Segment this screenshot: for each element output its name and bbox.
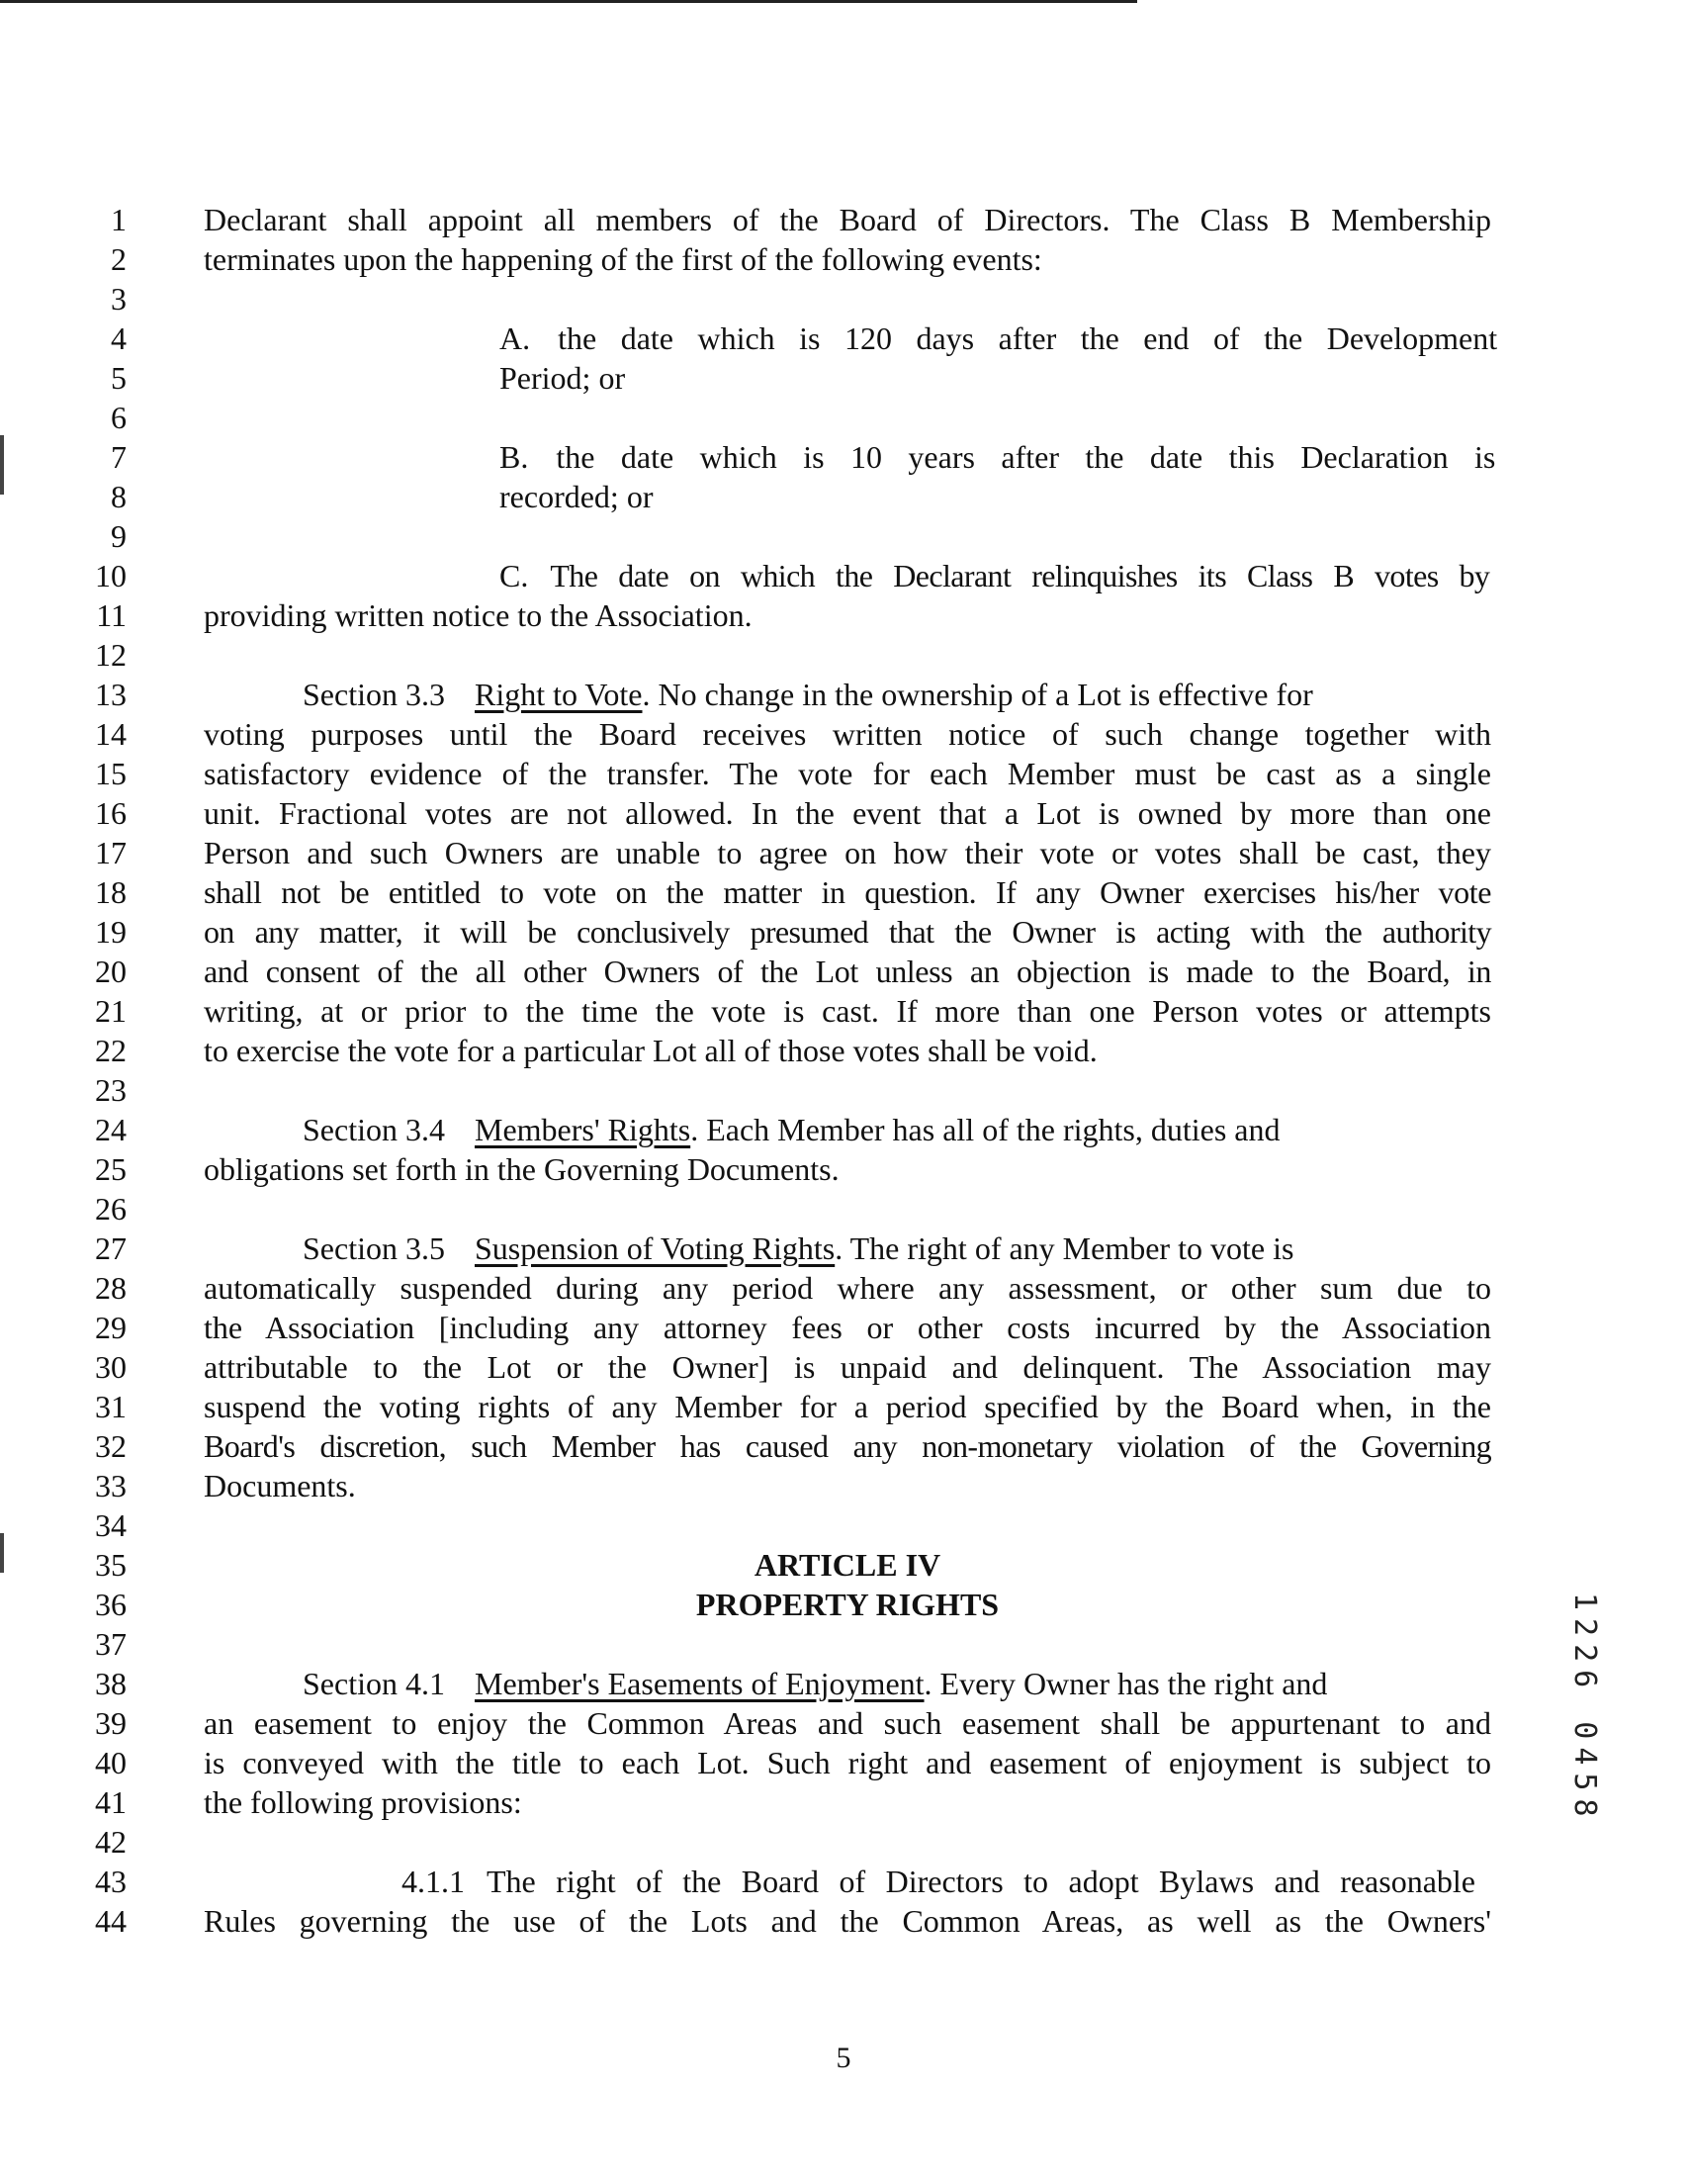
line-text: Period; or — [499, 360, 626, 396]
line-text: to exercise the vote for a particular Lot all of those votes shall be void. — [204, 1033, 1098, 1068]
line-number: 39 — [95, 1705, 127, 1741]
list-label: C. — [499, 558, 529, 593]
line-43 — [0, 1862, 1687, 1901]
line-number: 10 — [95, 558, 127, 593]
line-30 — [0, 1347, 1687, 1387]
line-17 — [0, 833, 1687, 872]
article-title: PROPERTY RIGHTS — [695, 1587, 1000, 1622]
section-4-1-heading — [303, 1664, 1327, 1703]
line-number: 30 — [95, 1349, 127, 1385]
line-34 — [0, 1505, 1687, 1545]
line-number: 35 — [95, 1547, 127, 1583]
recording-stamp — [1567, 1592, 1642, 1860]
line-13 — [0, 675, 1687, 714]
scan-top-border — [0, 0, 1137, 3]
line-5 — [0, 358, 1687, 398]
line-text: Board's discretion, such Member has caused any non-monetary violation of the Governing — [204, 1428, 1491, 1464]
line-10 — [0, 556, 1687, 595]
line-text: automatically suspended during any period where any assessment, or other sum due to — [204, 1270, 1491, 1306]
line-44 — [0, 1901, 1687, 1941]
line-19 — [0, 912, 1687, 952]
line-14 — [0, 714, 1687, 754]
line-text: the Association [including any attorney fees or other costs incurred by the Association — [204, 1310, 1491, 1345]
line-number: 29 — [95, 1310, 127, 1345]
line-27 — [0, 1228, 1687, 1268]
line-text: is conveyed with the title to each Lot. Such right and easement of enjoyment is subject to — [204, 1745, 1491, 1780]
line-number: 14 — [95, 716, 127, 752]
line-21 — [0, 991, 1687, 1031]
line-33 — [0, 1466, 1687, 1505]
list-item-c — [499, 556, 1491, 595]
line-number: 40 — [95, 1745, 127, 1780]
line-text: shall not be entitled to vote on the matter in question. If any Owner exercises his/her vote — [204, 874, 1491, 910]
line-20 — [0, 952, 1687, 991]
line-26 — [0, 1189, 1687, 1228]
line-number: 26 — [95, 1191, 127, 1227]
line-number: 9 — [111, 518, 127, 554]
line-31 — [0, 1387, 1687, 1426]
line-text: an easement to enjoy the Common Areas and such easement shall be appurtenant to and — [204, 1705, 1491, 1741]
line-text: terminates upon the happening of the first of the following events: — [204, 241, 1042, 277]
line-12 — [0, 635, 1687, 675]
line-number: 27 — [95, 1230, 127, 1266]
line-text: the date which is 10 years after the date this Declaration is — [556, 439, 1496, 475]
line-text: Person and such Owners are unable to agree on how their vote or votes shall be cast, they — [204, 835, 1491, 870]
line-text: Documents. — [204, 1468, 356, 1503]
line-number: 20 — [95, 954, 127, 989]
line-text: satisfactory evidence of the transfer. The vote for each Member must be cast as a single — [204, 756, 1491, 791]
list-label: B. — [499, 439, 529, 475]
subsection-4-1-1 — [401, 1862, 1491, 1901]
line-text: The date on which the Declarant relinquishes its Class B votes by — [550, 558, 1490, 593]
section-number: Section 3.4 — [303, 1112, 445, 1147]
line-number: 31 — [95, 1389, 127, 1424]
line-number: 13 — [95, 677, 127, 712]
line-39 — [0, 1703, 1687, 1743]
line-37 — [0, 1624, 1687, 1664]
line-text: providing written notice to the Association. — [204, 597, 753, 633]
line-number: 11 — [96, 597, 127, 633]
section-title: Member's Easements of Enjoyment — [474, 1666, 925, 1701]
section-3-5-heading — [303, 1228, 1293, 1268]
line-number: 25 — [95, 1151, 127, 1187]
line-28 — [0, 1268, 1687, 1308]
line-15 — [0, 754, 1687, 793]
line-number: 17 — [95, 835, 127, 870]
section-title: Right to Vote — [474, 677, 643, 712]
line-42 — [0, 1822, 1687, 1862]
line-number: 3 — [111, 281, 127, 317]
line-number: 2 — [111, 241, 127, 277]
line-number: 4 — [111, 320, 127, 356]
line-number: 18 — [95, 874, 127, 910]
line-text: Rules governing the use of the Lots and the Common Areas, as well as the Owners' — [204, 1903, 1491, 1939]
line-text: the following provisions: — [204, 1784, 522, 1820]
line-number: 24 — [95, 1112, 127, 1147]
line-text: Declarant shall appoint all members of the Board of Directors. The Class B Membership — [204, 202, 1491, 237]
line-number: 36 — [95, 1587, 127, 1622]
line-text: voting purposes until the Board receives written notice of such change together with — [204, 716, 1491, 752]
line-22 — [0, 1031, 1687, 1070]
line-9 — [0, 516, 1687, 556]
line-32 — [0, 1426, 1687, 1466]
line-24 — [0, 1110, 1687, 1149]
line-41 — [0, 1782, 1687, 1822]
line-23 — [0, 1070, 1687, 1110]
line-number: 12 — [95, 637, 127, 673]
line-text: and consent of the all other Owners of the Lot unless an objection is made to the Board, in — [204, 954, 1491, 989]
line-7 — [0, 437, 1687, 477]
recording-stamp-text: 1226 0458 — [1567, 1592, 1602, 1825]
line-number: 1 — [111, 202, 127, 237]
subsection-number: 4.1.1 — [401, 1864, 465, 1899]
line-text: writing, at or prior to the time the vote is cast. If more than one Person votes or attempts — [204, 993, 1491, 1029]
line-number: 23 — [95, 1072, 127, 1108]
line-6 — [0, 398, 1687, 437]
line-3 — [0, 279, 1687, 318]
section-number: Section 3.3 — [303, 677, 445, 712]
section-3-3-heading — [303, 675, 1313, 714]
line-number: 19 — [95, 914, 127, 950]
line-text: . Each Member has all of the rights, duties and — [690, 1112, 1281, 1147]
line-number: 16 — [95, 795, 127, 831]
line-number: 8 — [111, 479, 127, 514]
line-35 — [0, 1545, 1687, 1585]
line-4 — [0, 318, 1687, 358]
line-number: 6 — [111, 400, 127, 435]
line-18 — [0, 872, 1687, 912]
line-number: 34 — [95, 1507, 127, 1543]
line-text: . No change in the ownership of a Lot is effective for — [642, 677, 1313, 712]
line-number: 43 — [95, 1864, 127, 1899]
line-number: 44 — [95, 1903, 127, 1939]
section-number: Section 3.5 — [303, 1230, 445, 1266]
line-1 — [0, 200, 1687, 239]
line-number: 32 — [95, 1428, 127, 1464]
line-number: 37 — [95, 1626, 127, 1662]
line-number: 33 — [95, 1468, 127, 1503]
line-40 — [0, 1743, 1687, 1782]
line-2 — [0, 239, 1687, 279]
line-number: 21 — [95, 993, 127, 1029]
line-text: . The right of any Member to vote is — [835, 1230, 1294, 1266]
line-text: attributable to the Lot or the Owner] is unpaid and delinquent. The Association may — [204, 1349, 1491, 1385]
line-number: 41 — [95, 1784, 127, 1820]
line-number: 38 — [95, 1666, 127, 1701]
section-title: Suspension of Voting Rights — [474, 1230, 836, 1266]
article-number: ARTICLE IV — [754, 1547, 941, 1583]
section-3-4-heading — [303, 1110, 1491, 1149]
line-text: obligations set forth in the Governing Documents. — [204, 1151, 840, 1187]
page-number: 5 — [836, 2042, 851, 2074]
line-text: recorded; or — [499, 479, 654, 514]
line-text: . Every Owner has the right and — [924, 1666, 1328, 1701]
line-25 — [0, 1149, 1687, 1189]
line-number: 15 — [95, 756, 127, 791]
line-29 — [0, 1308, 1687, 1347]
list-item-a — [499, 318, 1498, 358]
section-title: Members' Rights — [474, 1112, 691, 1147]
line-11 — [0, 595, 1687, 635]
line-text: unit. Fractional votes are not allowed. In the event that a Lot is owned by more than one — [204, 795, 1491, 831]
line-text: The right of the Board of Directors to adopt Bylaws and reasonable — [487, 1864, 1475, 1899]
line-number: 5 — [111, 360, 127, 396]
list-item-b — [499, 437, 1496, 477]
line-text: the date which is 120 days after the end of the Development — [558, 320, 1498, 356]
line-8 — [0, 477, 1687, 516]
line-16 — [0, 793, 1687, 833]
line-number: 22 — [95, 1033, 127, 1068]
line-text: suspend the voting rights of any Member for a period specified by the Board when, in the — [204, 1389, 1491, 1424]
line-text: on any matter, it will be conclusively presumed that the Owner is acting with the authority — [204, 914, 1491, 950]
line-number: 42 — [95, 1824, 127, 1860]
line-36 — [0, 1585, 1687, 1624]
section-number: Section 4.1 — [303, 1666, 445, 1701]
list-label: A. — [499, 320, 531, 356]
line-number: 28 — [95, 1270, 127, 1306]
line-38 — [0, 1664, 1687, 1703]
line-number: 7 — [111, 439, 127, 475]
